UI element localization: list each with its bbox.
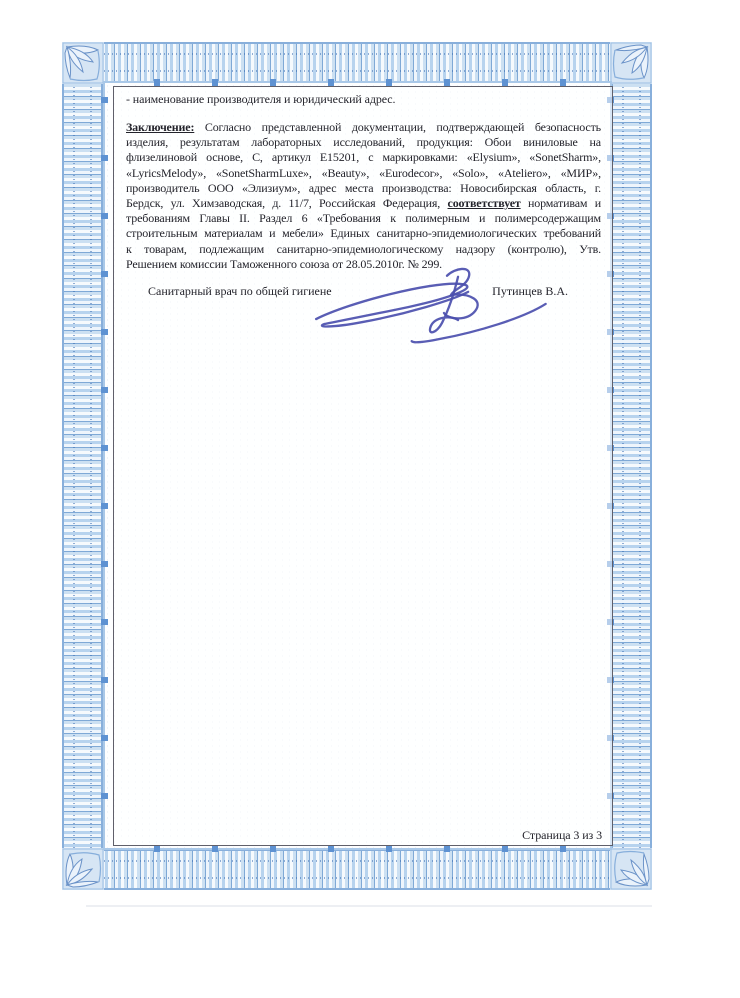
conclusion-line bbox=[126, 150, 601, 165]
border-tick-column bbox=[101, 81, 108, 850]
frame-band-left bbox=[62, 42, 103, 890]
conclusion-line bbox=[126, 196, 601, 211]
text-segment: к товарам, подлежащим санитарно-эпидемиологическому надзору (контролю), Утв. bbox=[126, 241, 601, 256]
signatory-name: Путинцев В.А. bbox=[492, 284, 568, 299]
conclusion-line bbox=[126, 242, 601, 257]
conclusion-line bbox=[126, 120, 601, 135]
text-segment: Бердск, ул. Химзаводская, д. 11/7, Российская Федерация, bbox=[126, 196, 448, 211]
signature-row bbox=[126, 284, 601, 299]
text-segment: нормативам и bbox=[520, 196, 601, 211]
text-segment: Решением комиссии Таможенного союза от 28.05.2010г. № 299. bbox=[126, 256, 443, 271]
text-segment: производитель ООО «Элизиум», адрес места производства: Новосибирская область, г. bbox=[126, 180, 601, 195]
conclusion-line bbox=[126, 257, 601, 272]
text-segment: Согласно представленной документации, подтверждающей безопасность bbox=[194, 120, 601, 134]
corner-ornament-icon bbox=[610, 848, 652, 890]
scan-artifact-line bbox=[86, 905, 652, 907]
conclusion-paragraph bbox=[126, 120, 601, 272]
emphasized-term: соответствует bbox=[447, 196, 521, 211]
conclusion-line bbox=[126, 166, 601, 181]
conclusion-line bbox=[126, 181, 601, 196]
border-tick-row bbox=[103, 845, 612, 852]
text-segment: изделия, результатам лабораторных исследований, продукция: Обои виниловые на bbox=[126, 135, 601, 150]
document-content-box bbox=[113, 86, 613, 846]
page-number: Страница 3 из 3 bbox=[522, 828, 602, 842]
frame-band-right bbox=[611, 42, 652, 890]
signatory-role: Санитарный врач по общей гигиене bbox=[148, 284, 332, 299]
text-segment: флизелиновой основе, С, артикул Е15201, с маркировками: «Elysium», «SonetSharm», bbox=[126, 150, 601, 165]
text-segment: строительным материалам и мебели» Единых санитарно-эпидемиологических требований bbox=[126, 226, 601, 241]
manufacturer-note-line: - наименование производителя и юридический адрес. bbox=[126, 92, 396, 106]
border-tick-row bbox=[103, 79, 612, 86]
conclusion-line bbox=[126, 135, 601, 150]
corner-ornament-icon bbox=[610, 42, 652, 84]
frame-band-bottom bbox=[62, 849, 652, 890]
emphasized-term: Заключение: bbox=[126, 120, 195, 134]
text-segment: требованиям Главы II. Раздел 6 «Требования к полимерным и полимерсодержащим bbox=[126, 211, 601, 226]
corner-ornament-icon bbox=[62, 42, 104, 84]
conclusion-line bbox=[126, 226, 601, 241]
conclusion-line bbox=[126, 211, 601, 226]
frame-band-top bbox=[62, 42, 652, 83]
signature bbox=[300, 263, 602, 365]
text-segment: «LyricsMelody», «SonetSharmLuxe», «Beauty», «Eurodecor», «Solo», «Ateliero», «МИР», bbox=[126, 165, 601, 180]
corner-ornament-icon bbox=[62, 848, 104, 890]
